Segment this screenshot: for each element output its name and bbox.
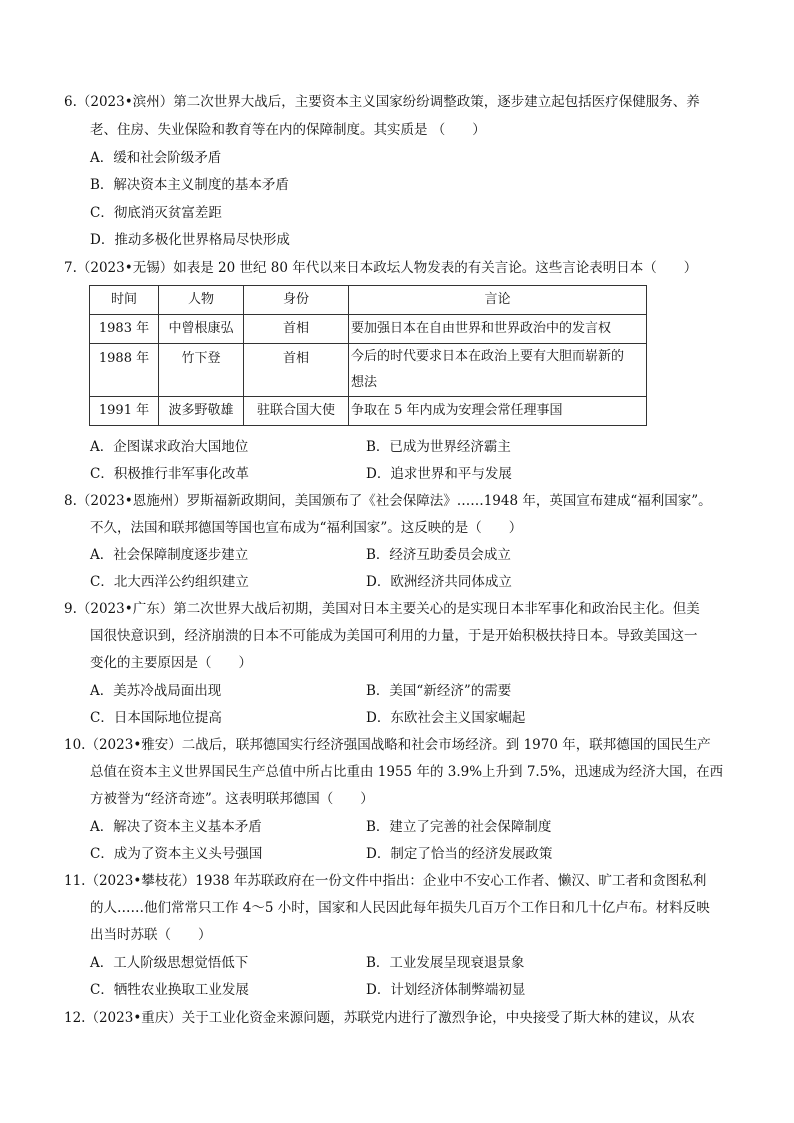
- table-cell-time: 1983 年: [90, 315, 159, 344]
- table-row: [90, 315, 647, 344]
- question-11-option-a: A．工人阶级思想觉悟低下: [90, 955, 249, 971]
- question-9-option-c: C．日本国际地位提高: [90, 710, 222, 726]
- question-6-option-b: B．解决资本主义制度的基本矛盾: [90, 177, 289, 193]
- question-9-stem-line-3: 变化的主要原因是（ ）: [90, 655, 252, 671]
- table-cell-role: 驻联合国大使: [244, 397, 349, 426]
- table-header-time: 时间: [90, 286, 159, 315]
- question-10-stem-line-3: 方被誉为“经济奇迹”。这表明联邦德国（ ）: [90, 791, 374, 807]
- question-10-option-d: D．制定了恰当的经济发展政策: [366, 846, 553, 862]
- table-cell-time: 1991 年: [90, 397, 159, 426]
- question-7-option-b: B．已成为世界经济霸主: [366, 439, 511, 455]
- question-10-option-b: B．建立了完善的社会保障制度: [366, 819, 552, 835]
- table-cell-person: 竹下登: [159, 344, 244, 397]
- question-9-option-b: B．美国“新经济”的需要: [366, 683, 512, 699]
- question-11-option-d: D．计划经济体制弊端初显: [366, 982, 526, 998]
- table-row: [90, 344, 647, 397]
- question-10-stem-line-2: 总值在资本主义世界国民生产总值中所占比重由 1955 年的 3.9%上升到 7.5%，迅速成为经济大国，在西: [90, 764, 724, 780]
- question-11-stem-line-2: 的人……他们常常只工作 4～5 小时，国家和人民因此每年损失几百万个工作日和几十亿卢布。材料反映: [90, 900, 710, 916]
- table-cell-time: 1988 年: [90, 344, 159, 397]
- question-11-option-c: C．牺牲农业换取工业发展: [90, 982, 249, 998]
- question-6-stem-line-2: 老、住房、失业保险和教育等在内的保障制度。其实质是 （ ）: [90, 122, 486, 138]
- table-cell-quote: 要加强日本在自由世界和世界政治中的发言权: [349, 315, 647, 344]
- question-9-option-a: A．美苏冷战局面出现: [90, 683, 222, 699]
- question-9-option-d: D．东欧社会主义国家崛起: [366, 710, 526, 726]
- table-cell-quote: [349, 344, 647, 397]
- table-header-quote: 言论: [349, 286, 647, 315]
- question-9-stem-line-1: 9.（2023•广东）第二次世界大战后初期，美国对日本主要关心的是实现日本非军事化和政治民主化。但美: [64, 601, 700, 617]
- table-header-role: 身份: [244, 286, 349, 315]
- question-9-stem-line-2: 国很快意识到，经济崩溃的日本不可能成为美国可利用的力量，于是开始积极扶持日本。导致美国这一: [90, 628, 698, 644]
- question-7-stem-line-1: 7.（2023•无锡）如表是 20 世纪 80 年代以来日本政坛人物发表的有关言论。这些言论表明日本（ ）: [64, 260, 698, 276]
- table-cell-person: 中曾根康弘: [159, 315, 244, 344]
- question-8-stem-line-1: 8.（2023•恩施州）罗斯福新政期间，美国颁布了《社会保障法》……1948 年，英国宣布建成“福利国家”。: [64, 493, 712, 509]
- question-10-option-c: C．成为了资本主义头号强国: [90, 846, 263, 862]
- question-6-option-a: A．缓和社会阶级矛盾: [90, 150, 222, 166]
- question-6-option-c: C．彻底消灭贫富差距: [90, 205, 222, 221]
- question-8-option-d: D．欧洲经济共同体成立: [366, 574, 512, 590]
- question-11-stem-line-3: 出当时苏联（ ）: [90, 927, 212, 943]
- question-7-option-d: D．追求世界和平与发展: [366, 466, 512, 482]
- table-cell-role: 首相: [244, 315, 349, 344]
- question-11-stem-line-1: 11.（2023•攀枝花）1938 年苏联政府在一份文件中指出：企业中不安心工作者、懒汉、旷工者和贪图私利: [64, 873, 707, 889]
- table-header-person: 人物: [159, 286, 244, 315]
- question-8-option-c: C．北大西洋公约组织建立: [90, 574, 249, 590]
- table-cell-quote: 争取在 5 年内成为安理会常任理事国: [349, 397, 647, 426]
- question-8-stem-line-2: 不久，法国和联邦德国等国也宣布成为“福利国家”。这反映的是（ ）: [90, 520, 523, 536]
- table-row: [90, 397, 647, 426]
- table-header-row: [90, 286, 647, 315]
- question-6-option-d: D．推动多极化世界格局尽快形成: [90, 232, 290, 248]
- question-10-option-a: A．解决了资本主义基本矛盾: [90, 819, 262, 835]
- question-8-option-b: B．经济互助委员会成立: [366, 547, 511, 563]
- question-7-option-a: A．企图谋求政治大国地位: [90, 439, 249, 455]
- question-12-stem-line-1: 12.（2023•重庆）关于工业化资金来源问题，苏联党内进行了激烈争论，中央接受了斯大林的建议，从农: [64, 1010, 695, 1026]
- table-cell-person: 波多野敬雄: [159, 397, 244, 426]
- question-10-stem-line-1: 10.（2023•雅安）二战后，联邦德国实行经济强国战略和社会市场经济。到 1970 年，联邦德国的国民生产: [64, 737, 711, 753]
- question-8-option-a: A．社会保障制度逐步建立: [90, 547, 249, 563]
- question-7-option-c: C．积极推行非军事化改革: [90, 466, 249, 482]
- question-7-table: [89, 285, 647, 426]
- table-cell-quote-line-1: 今后的时代要求日本在政治上要有大胆而崭新的: [351, 349, 625, 364]
- table-cell-quote-line-2: 想法: [351, 375, 378, 390]
- question-11-option-b: B．工业发展呈现衰退景象: [366, 955, 525, 971]
- table-cell-role: 首相: [244, 344, 349, 397]
- question-6-stem-line-1: 6.（2023•滨州）第二次世界大战后，主要资本主义国家纷纷调整政策，逐步建立起包括医疗保健服务、养: [64, 94, 700, 110]
